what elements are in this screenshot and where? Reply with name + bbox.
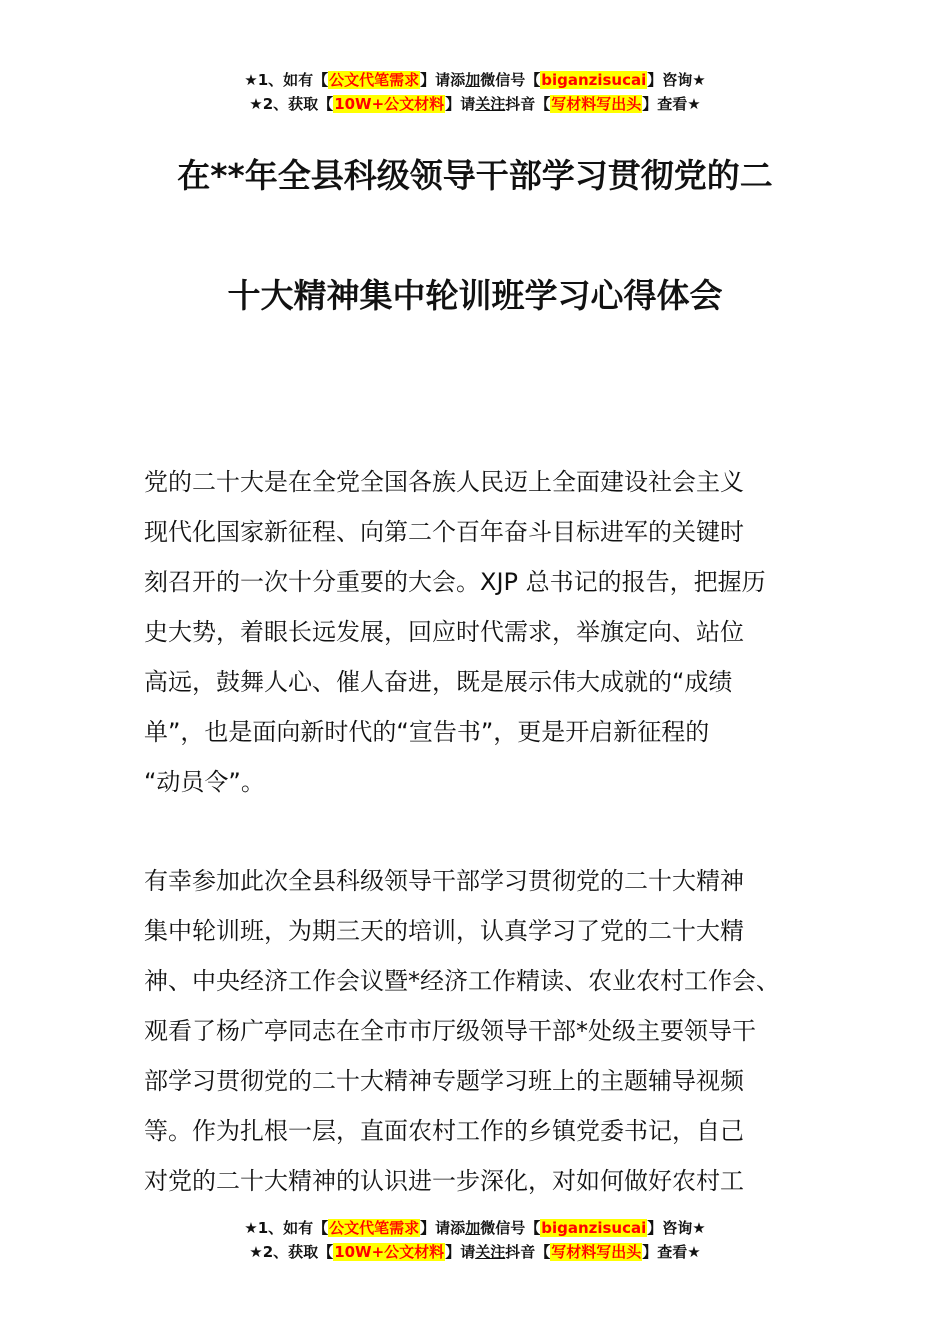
paragraph-line: 部学习贯彻党的二十大精神专题学习班上的主题辅导视频 (144, 1067, 744, 1095)
paragraph-line: 现代化国家新征程、向第二个百年奋斗目标进军的关键时 (144, 518, 744, 546)
highlight-wechat-id: biganzisucai (541, 1219, 647, 1237)
highlight-douyin-account: 写材料写出头 (551, 1243, 642, 1261)
paragraph-line: 高远，鼓舞人心、催人奋进，既是展示伟大成就的“成绩 (144, 668, 733, 696)
paragraph-line: 等。作为扎根一层，直面农村工作的乡镇党委书记，自己 (144, 1117, 744, 1145)
banner-line-2: ★2、获取【10W+公文材料】请关注抖音【写材料写出头】查看★ (249, 95, 701, 113)
highlight-douyin-account: 写材料写出头 (551, 95, 642, 113)
paragraph-line: 集中轮训班，为期三天的培训，认真学习了党的二十大精 (144, 917, 744, 945)
header-banner (0, 68, 950, 116)
banner-line-1: ★1、如有【公文代笔需求】请添加微信号【biganzisucai】咨询★ (244, 1219, 706, 1237)
banner-line-2: ★2、获取【10W+公文材料】请关注抖音【写材料写出头】查看★ (249, 1243, 701, 1261)
paragraph-line: “动员令”。 (144, 768, 265, 796)
document-title-line-1: 在**年全县科级领导干部学习贯彻党的二 (177, 156, 773, 195)
highlight-materials: 10W+公文材料 (334, 95, 445, 113)
document-title-line-2: 十大精神集中轮训班学习心得体会 (227, 276, 723, 315)
paragraph-line: 神、中央经济工作会议暨*经济工作精读、农业农村工作会、 (144, 967, 780, 995)
paragraph-line: 单”，也是面向新时代的“宣告书”，更是开启新征程的 (144, 718, 710, 746)
paragraph-line: 党的二十大是在全党全国各族人民迈上全面建设社会主义 (144, 468, 744, 496)
footer-banner (0, 1216, 950, 1264)
paragraph-line: 对党的二十大精神的认识进一步深化，对如何做好农村工 (144, 1167, 744, 1195)
paragraph-line: 史大势，着眼长远发展，回应时代需求，举旗定向、站位 (144, 618, 744, 646)
paragraph-line: 有幸参加此次全县科级领导干部学习贯彻党的二十大精神 (144, 867, 744, 895)
highlight-ghostwriting: 公文代笔需求 (329, 1219, 420, 1237)
paragraph-line: 观看了杨广亭同志在全市市厅级领导干部*处级主要领导干 (144, 1017, 756, 1045)
highlight-wechat-id: biganzisucai (541, 71, 647, 89)
paragraph-line: 刻召开的一次十分重要的大会。XJP 总书记的报告，把握历 (144, 568, 766, 596)
paragraph-1 (144, 457, 844, 807)
highlight-ghostwriting: 公文代笔需求 (329, 71, 420, 89)
paragraph-2 (144, 856, 844, 1206)
highlight-materials: 10W+公文材料 (334, 1243, 445, 1261)
banner-line-1: ★1、如有【公文代笔需求】请添加微信号【biganzisucai】咨询★ (244, 71, 706, 89)
